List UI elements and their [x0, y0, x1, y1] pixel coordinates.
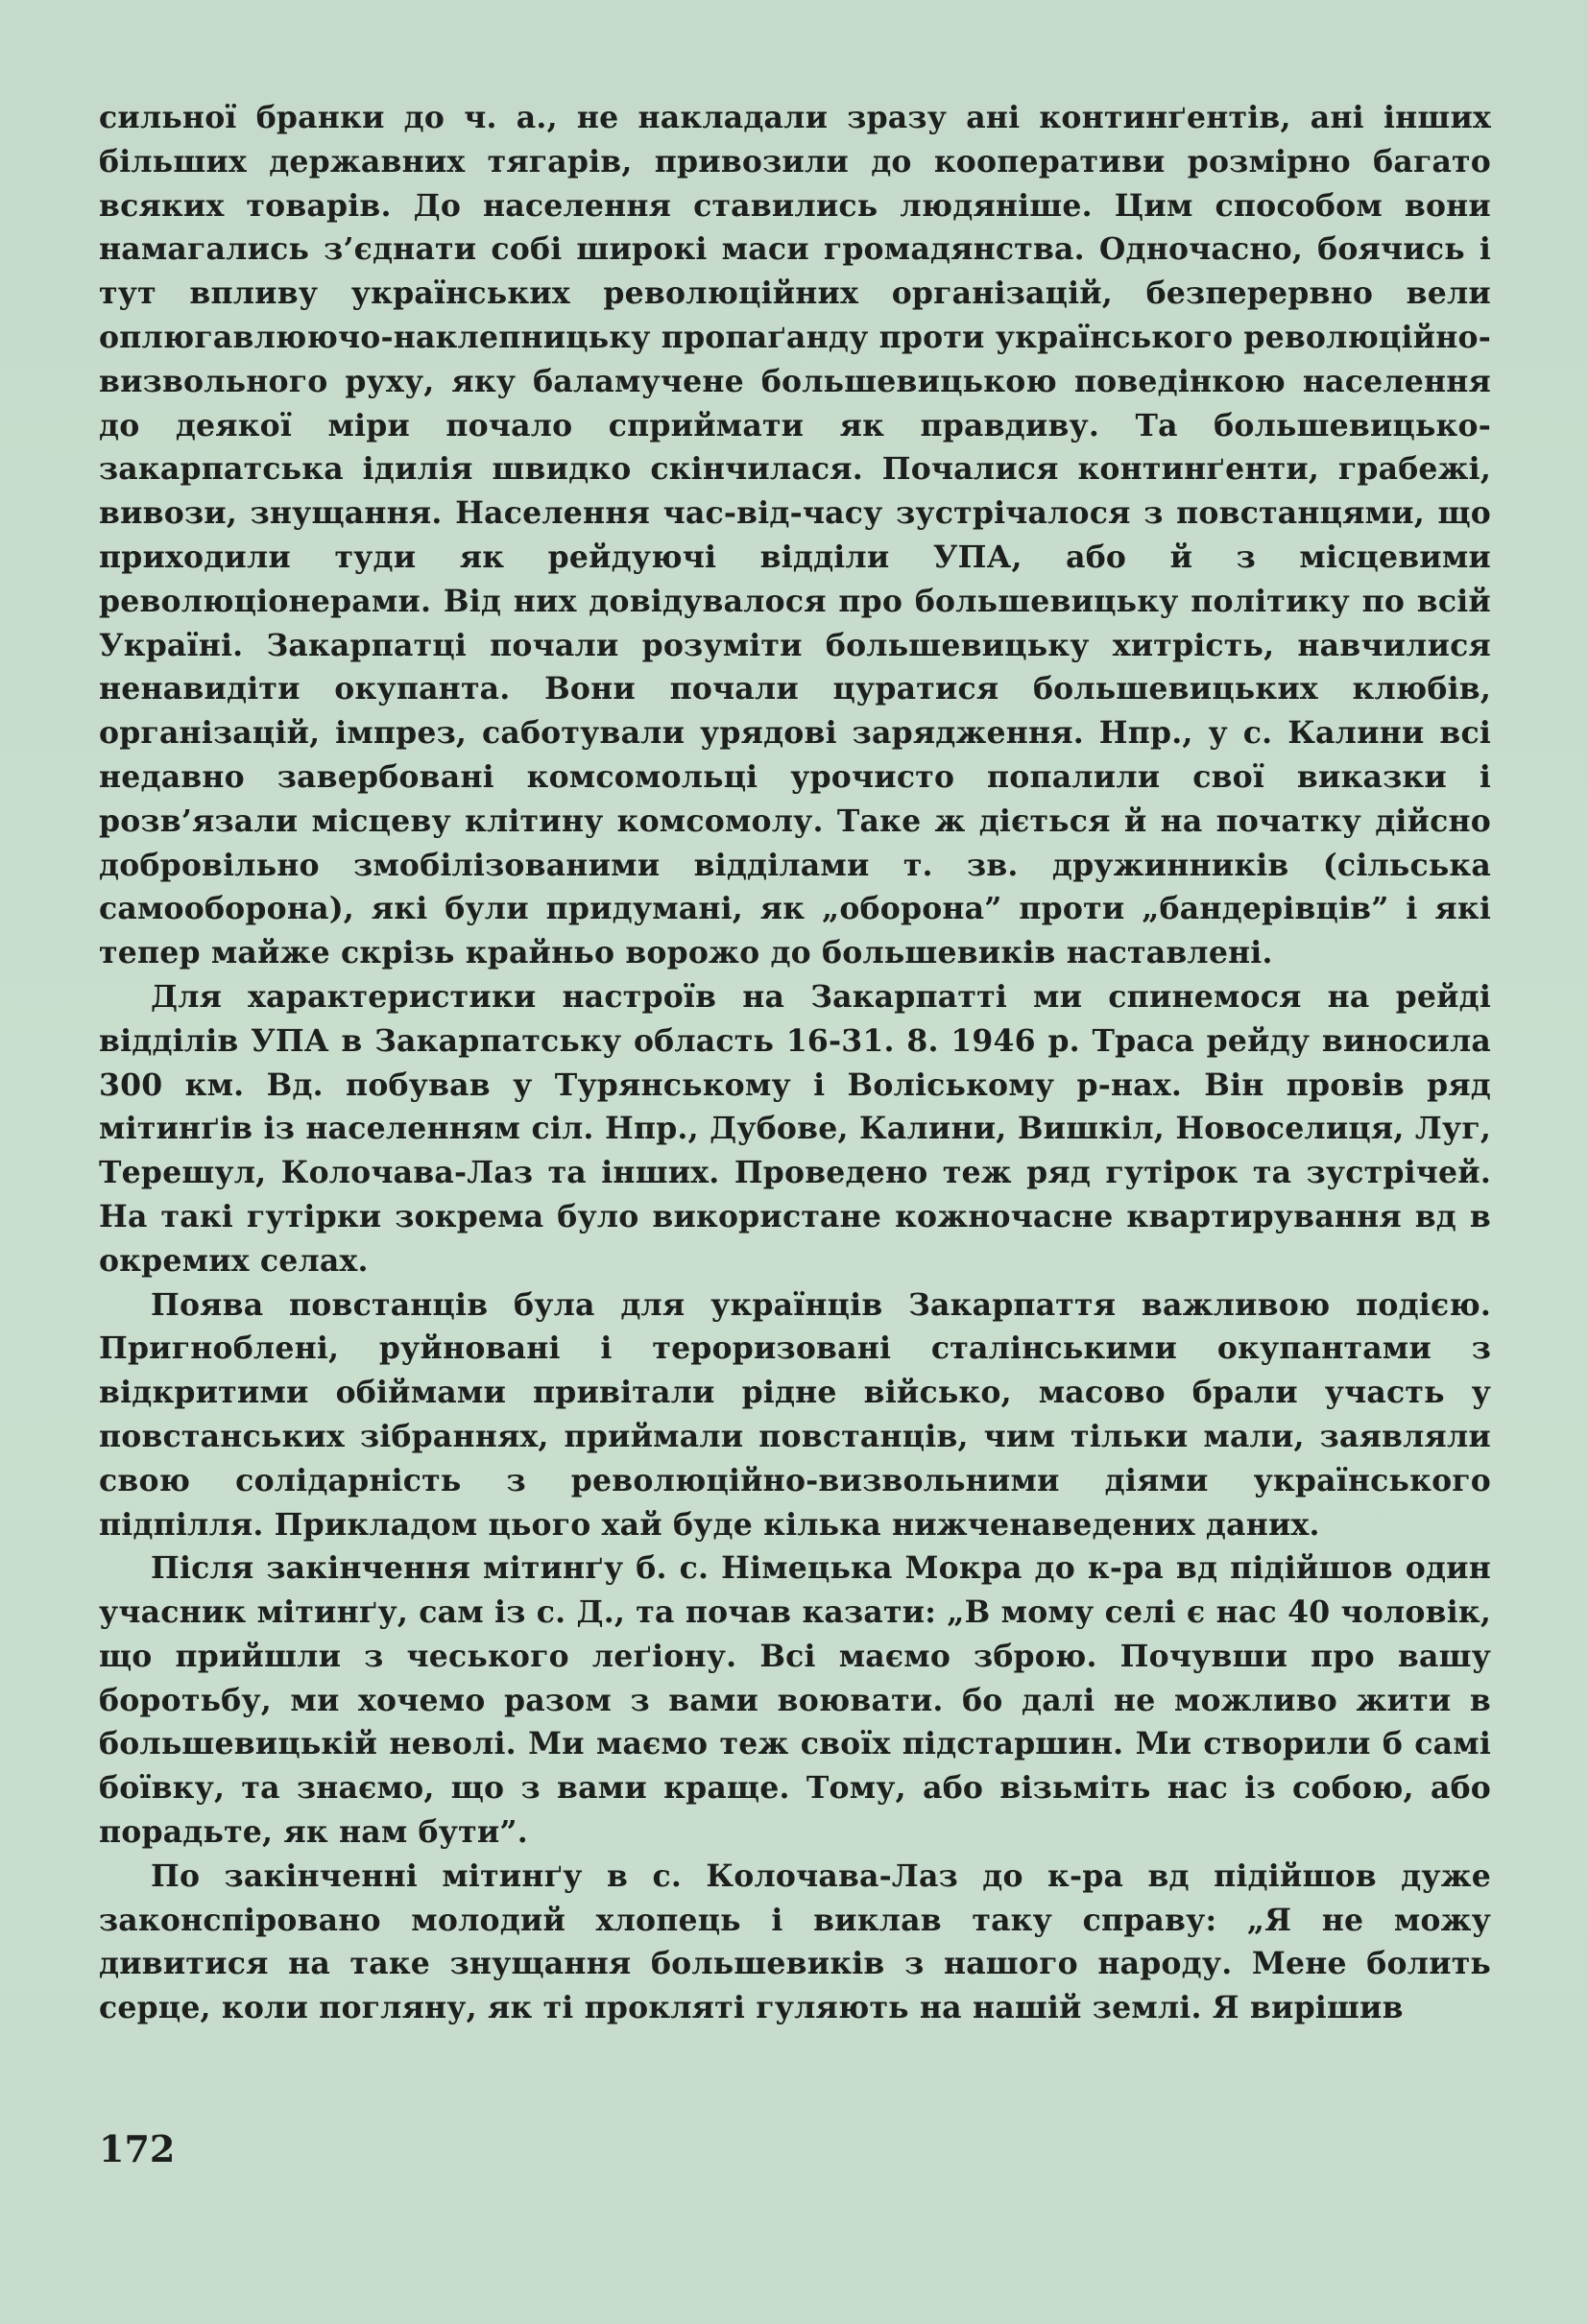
page-number: 172	[99, 2127, 176, 2170]
paragraph-4: Після закінчення мітинґу б. с. Німецька Мокра до к-ра вд підійшов один учасник мітинґу, сам із с. Д., та почав казати: „В мому селі є нас 40 чоловік, що прийшли з чеського леґіону. Всі маємо зброю. Почувши про вашу боротьбу, ми хочемо разом з вами воювати. бо далі не можливо жити в большевицькій неволі. Ми маємо теж своїх підстаршин. Ми створили б самі боївку, та знаємо, що з вами краще. Тому, або візьміть нас із собою, або порадьте, як нам бути”.	[99, 1550, 1491, 1851]
paragraph-2: Для характеристики настроїв на Закарпатті ми спинемося на рейді відділів УПА в Закарпатську область 16-31. 8. 1946 р. Траса рейду виносила 300 км. Вд. побував у Турянському і Воліському р-нах. Він провів ряд мітинґів із населенням сіл. Нпр., Дубове, Калини, Вишкіл, Новоселиця, Луг, Терешул, Колочава-Лаз та інших. Проведено теж ряд гутірок та зустрічей. На такі гутірки зокрема було використане кожночасне квартирування вд в окремих селах.	[99, 978, 1491, 1279]
paragraph-1: сильної бранки до ч. а., не накладали зразу ані континґентів, ані інших більших державних тягарів, привозили до кооперативи розмірно багато всяких товарів. До населення ставились людяніше. Цим способом вони намагались з’єднати собі широкі маси громадянства. Одночасно, боячись і тут впливу українських революційних організацій, безперервно вели оплюгавлюючо-наклепницьку пропаґанду проти українського революційно-визвольного руху, яку баламучене большевицькою поведінкою населення до деякої міри почало сприймати як правдиву. Та большевицько-закарпатська ідилія швидко скінчилася. Почалися континґенти, грабежі, вивози, знущання. Населення час-від-часу зустрічалося з повстанцями, що приходили туди як рейдуючі відділи УПА, або й з місцевими революціонерами. Від них довідувалося про большевицьку політику по всій Україні. Закарпатці почали розуміти большевицьку хитрість, навчилися ненавидіти окупанта. Вони почали цуратися большевицьких клюбів, організацій, імпрез, саботували урядові зарядження. Нпр., у с. Калини всі недавно завербовані комсомольці урочисто попалили свої виказки і розв’язали місцеву клітину комсомолу. Таке ж діється й на початку дійсно добровільно змобілізованими відділами т. зв. дружинників (сільська самооборона), які були придумані, як „оборона” проти „бандерівців” і які тепер майже скрізь крайньо ворожо до большевиків наставлені.	[99, 100, 1491, 971]
paragraph-3: Поява повстанців була для українців Закарпаття важливою подією. Пригноблені, руйновані і тероризовані сталінськими окупантами з відкритими обіймами привітали рідне військо, масово брали участь у повстанських зібраннях, приймали повстанців, чим тільки мали, заявляли свою солідарність з революційно-визвольними діями українського підпілля. Прикладом цього хай буде кілька нижченаведених даних.	[99, 1286, 1491, 1543]
body-text	[99, 96, 1491, 2030]
paragraph-5: По закінченні мітинґу в с. Колочава-Лаз до к-ра вд підійшов дуже законспіровано молодий хлопець і виклав таку справу: „Я не можу дивитися на таке знущання большевиків з нашого народу. Мене болить серце, коли погляну, як ті прокляті гуляють на нашій землі. Я вирішив	[99, 1857, 1491, 2026]
